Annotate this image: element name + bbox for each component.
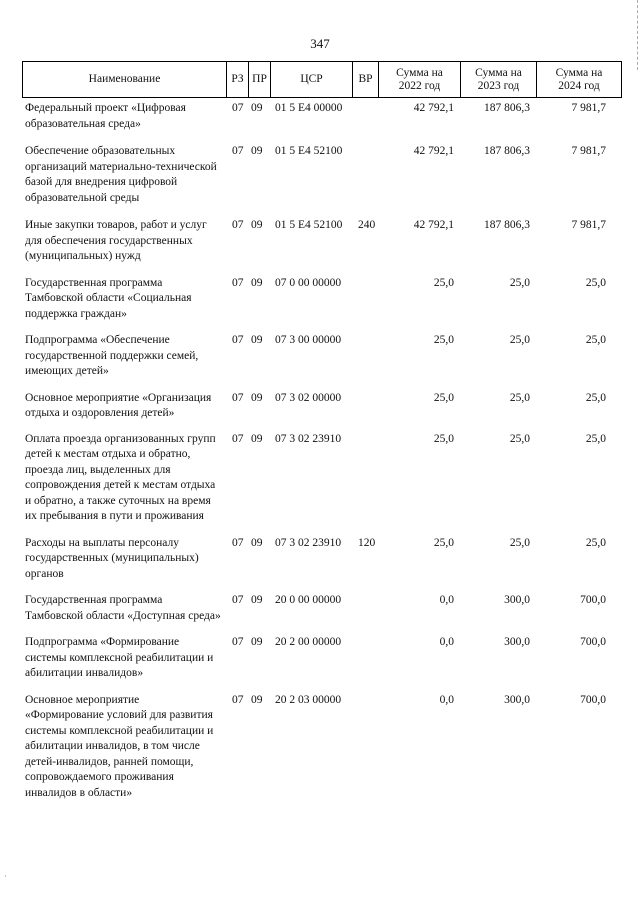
scan-edge-mark (631, 0, 638, 70)
row-name: Иные закупки товаров, работ и услуг для обеспечения государственных (муниципальных) нужд (25, 219, 207, 262)
row-rz: 07 (232, 276, 244, 289)
row-pr: 09 (251, 536, 263, 549)
header-sum-2024: Сумма на 2024 год (536, 62, 622, 97)
table-row (0, 432, 640, 525)
row-csr: 01 5 Е4 00000 (275, 102, 343, 114)
row-csr: 07 3 02 23910 (275, 536, 342, 549)
row-rz: 07 (232, 145, 244, 157)
row-sum-2024: 25,0 (585, 276, 606, 289)
table-row (0, 144, 640, 206)
row-sum-2022: 42 792,1 (413, 219, 454, 231)
row-sum-2022: 25,0 (433, 276, 454, 289)
row-vr: 120 (358, 536, 376, 549)
row-rz: 07 (232, 102, 244, 114)
row-csr: 01 5 Е4 52100 (275, 219, 343, 231)
row-sum-2024: 700,0 (580, 693, 606, 706)
row-sum-2023: 187 806,3 (484, 219, 530, 231)
row-sum-2023: 25,0 (509, 536, 530, 549)
row-sum-2023: 25,0 (509, 391, 530, 404)
row-sum-2022: 25,0 (433, 536, 454, 549)
row-pr: 09 (251, 334, 263, 346)
header-vr: ВР (352, 62, 378, 97)
row-rz: 07 (232, 594, 244, 606)
table-row (0, 218, 640, 265)
row-pr: 09 (251, 145, 263, 157)
row-sum-2023: 25,0 (509, 276, 530, 289)
row-pr: 09 (251, 276, 263, 289)
row-csr: 07 3 02 00000 (275, 391, 342, 404)
row-pr: 09 (251, 693, 263, 706)
row-sum-2023: 187 806,3 (484, 102, 530, 114)
row-name: Государственная программа Тамбовской области «Доступная среда» (25, 594, 221, 622)
row-name: Оплата проезда организованных групп детей к местам отдыха и обратно, проезда лиц, выделенных для сопровождения детей к местам отдыха и обратно, а также суточных на время их пребывания в пути и проживания (25, 432, 216, 522)
row-sum-2022: 42 792,1 (413, 102, 454, 114)
table-row (0, 635, 640, 682)
row-sum-2024: 25,0 (585, 391, 606, 404)
row-csr: 20 0 00 00000 (275, 594, 342, 606)
row-sum-2023: 25,0 (509, 334, 530, 346)
row-sum-2024: 700,0 (580, 636, 606, 648)
row-sum-2024: 7 981,7 (571, 102, 606, 114)
row-name: Подпрограмма «Формирование системы комплексной реабилитации и абилитации инвалидов» (25, 636, 214, 679)
row-sum-2023: 25,0 (509, 432, 530, 445)
table-header (22, 61, 622, 98)
scan-dot-mark: · (4, 872, 7, 881)
table-row (0, 101, 640, 132)
row-sum-2023: 300,0 (504, 594, 530, 606)
row-pr: 09 (251, 636, 263, 648)
row-csr: 07 3 00 00000 (275, 334, 342, 346)
page-number: 347 (310, 36, 330, 51)
row-rz: 07 (232, 636, 244, 648)
row-sum-2024: 25,0 (585, 432, 606, 445)
row-pr: 09 (251, 391, 263, 404)
row-sum-2023: 187 806,3 (484, 145, 530, 157)
table-row (0, 391, 640, 422)
row-sum-2023: 300,0 (504, 636, 530, 648)
row-sum-2023: 300,0 (504, 693, 530, 706)
row-name: Обеспечение образовательных организаций материально-технической базой для внедрения цифровой образовательной среды (25, 145, 217, 204)
header-pr: ПР (248, 62, 270, 97)
row-name: Расходы на выплаты персоналу государственных (муниципальных) органов (25, 536, 199, 580)
table-row (0, 693, 640, 802)
header-rz: РЗ (226, 62, 248, 97)
row-name: Федеральный проект «Цифровая образовательная среда» (25, 102, 186, 130)
header-csr: ЦСР (270, 62, 352, 97)
row-sum-2022: 0,0 (439, 693, 454, 706)
header-sum-2023: Сумма на 2023 год (460, 62, 536, 97)
row-csr: 07 0 00 00000 (275, 276, 342, 289)
row-pr: 09 (251, 219, 263, 231)
row-sum-2024: 7 981,7 (571, 219, 606, 231)
row-name: Подпрограмма «Обеспечение государственной поддержки семей, имеющих детей» (25, 334, 199, 377)
row-sum-2022: 25,0 (433, 391, 454, 404)
table-row (0, 333, 640, 380)
table-row (0, 276, 640, 323)
row-sum-2024: 25,0 (585, 536, 606, 549)
row-sum-2022: 25,0 (433, 432, 454, 445)
row-rz: 07 (232, 432, 244, 445)
row-sum-2022: 25,0 (433, 334, 454, 346)
row-rz: 07 (232, 334, 244, 346)
row-csr: 20 2 00 00000 (275, 636, 342, 648)
row-pr: 09 (251, 102, 263, 114)
row-vr: 240 (358, 219, 376, 231)
row-sum-2022: 42 792,1 (413, 145, 454, 157)
row-sum-2022: 0,0 (439, 594, 454, 606)
row-rz: 07 (232, 693, 244, 706)
table-row (0, 536, 640, 583)
table-row (0, 593, 640, 624)
row-rz: 07 (232, 536, 244, 549)
row-name: Основное мероприятие «Организация отдыха и оздоровления детей» (25, 391, 212, 419)
row-pr: 09 (251, 432, 263, 445)
row-sum-2024: 7 981,7 (571, 145, 606, 157)
header-name: Наименование (22, 62, 226, 97)
row-csr: 07 3 02 23910 (275, 432, 342, 445)
row-pr: 09 (251, 594, 263, 606)
row-csr: 01 5 Е4 52100 (275, 145, 343, 157)
row-sum-2024: 25,0 (585, 334, 606, 346)
row-rz: 07 (232, 219, 244, 231)
row-name: Основное мероприятие «Формирование условий для развития системы комплексной реабилитации и абилитации инвалидов, в том числе детей-инвалидов, ранней помощи, сопровождаемого проживания инвалидов в области» (25, 693, 214, 799)
row-rz: 07 (232, 391, 244, 404)
row-name: Государственная программа Тамбовской области «Социальная поддержка граждан» (25, 276, 192, 320)
header-sum-2022: Сумма на 2022 год (378, 62, 460, 97)
row-csr: 20 2 03 00000 (275, 693, 342, 706)
table-body (0, 101, 640, 801)
row-sum-2022: 0,0 (439, 636, 454, 648)
row-sum-2024: 700,0 (580, 594, 606, 606)
